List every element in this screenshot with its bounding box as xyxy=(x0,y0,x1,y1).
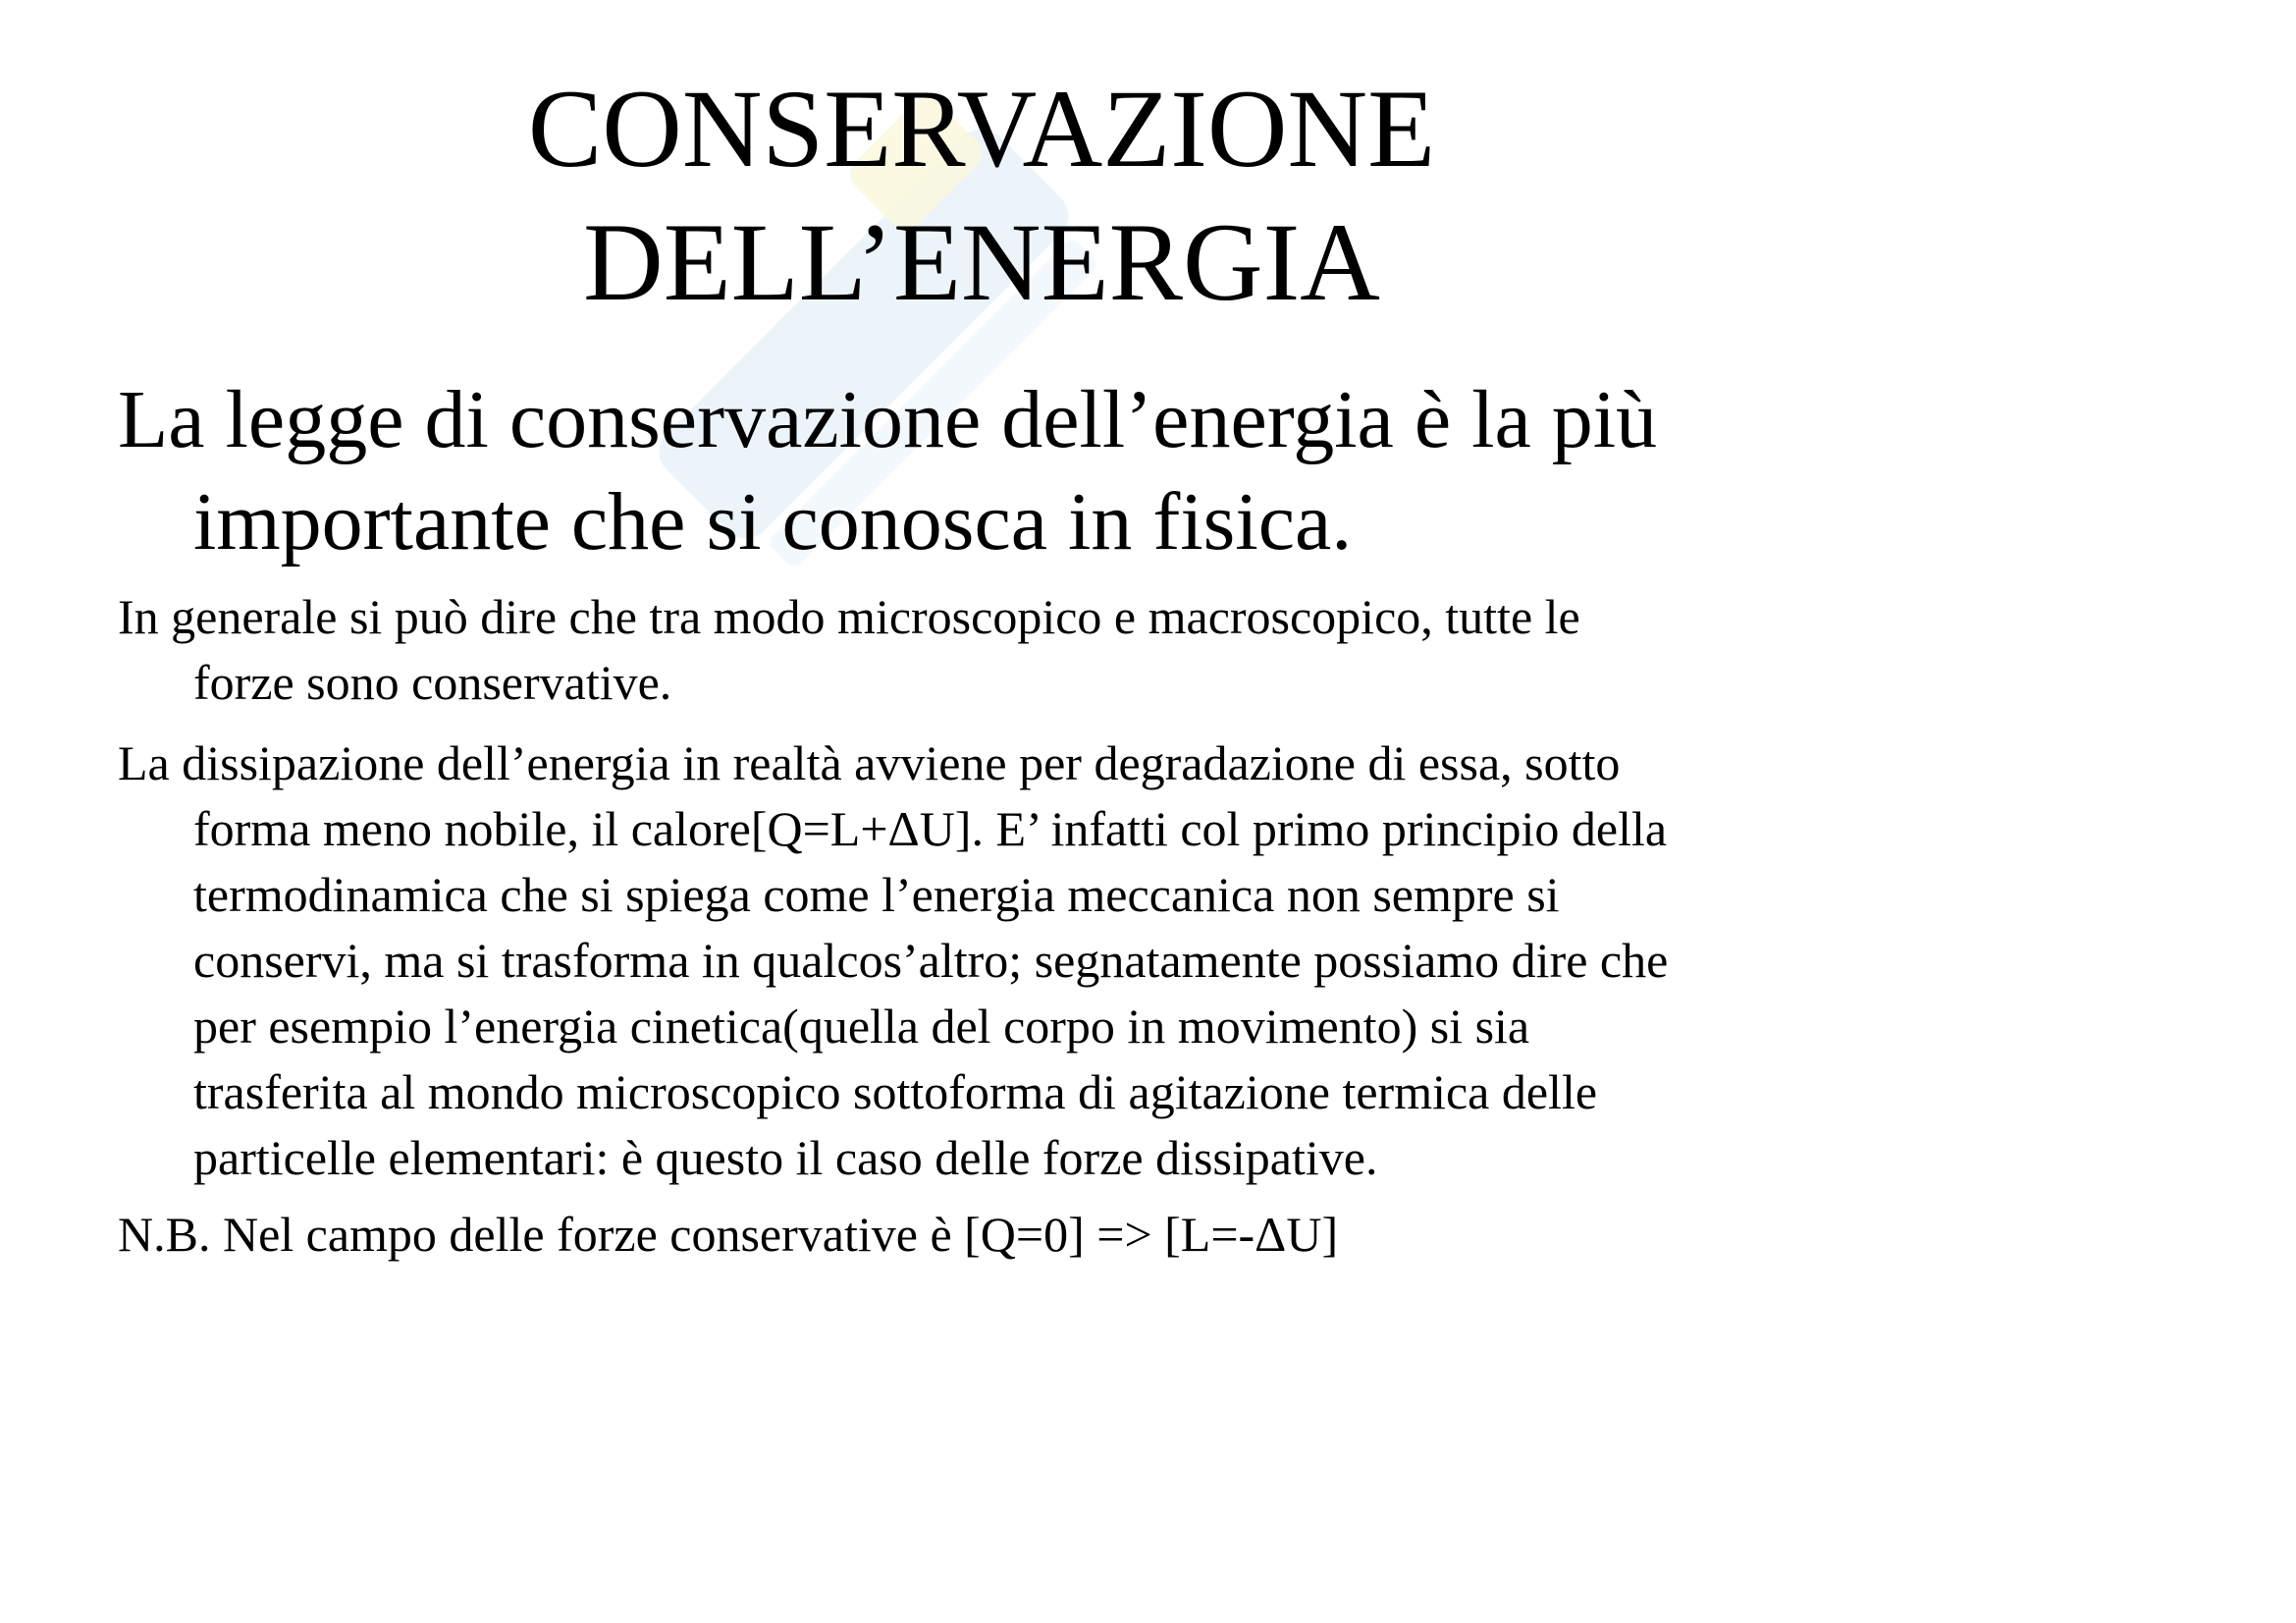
paragraph-line: forma meno nobile, il calore[Q=L+ΔU]. E’ infatti col primo principio della xyxy=(193,801,1668,856)
paragraph-line: particelle elementari: è questo il caso delle forze dissipative. xyxy=(193,1130,1378,1185)
paragraph-line: per esempio l’energia cinetica(quella del corpo in movimento) si sia xyxy=(193,999,1530,1054)
paragraph-line: termodinamica che si spiega come l’energia meccanica non sempre si xyxy=(193,867,1560,922)
paragraph-line: forze sono conservative. xyxy=(193,655,672,710)
title-line-2: DELL’ENERGIA xyxy=(583,201,1380,324)
paragraph-line: La dissipazione dell’energia in realtà avviene per degradazione di essa, sotto xyxy=(118,735,1621,790)
paragraph-dissipazione xyxy=(118,730,1885,1191)
lead-line: La legge di conservazione dell’energia è la più xyxy=(118,374,1658,465)
paragraph-line: trasferita al mondo microscopico sottoforma di agitazione termica delle xyxy=(193,1064,1598,1119)
title-line-1: CONSERVAZIONE xyxy=(527,68,1436,190)
paragraph-line: N.B. Nel campo delle forze conservative è [Q=0] => [L=-ΔU] xyxy=(118,1207,1339,1262)
paragraph-nota-bene xyxy=(118,1202,1885,1268)
paragraph-line: conservi, ma si trasforma in qualcos’altro; segnatamente possiamo dire che xyxy=(193,933,1669,988)
paragraph-forze-conservative xyxy=(118,584,1885,716)
lead-paragraph xyxy=(118,369,1885,573)
paragraph-line: In generale si può dire che tra modo microscopico e macroscopico, tutte le xyxy=(118,589,1580,644)
lead-line: importante che si conosca in fisica. xyxy=(193,476,1353,568)
